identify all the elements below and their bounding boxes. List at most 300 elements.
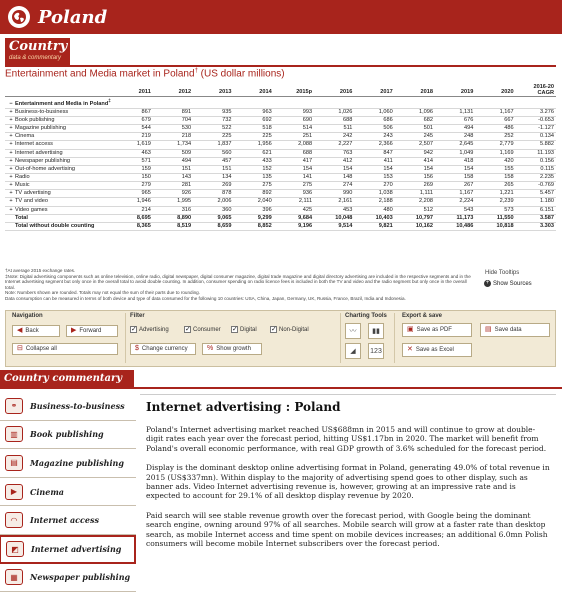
- table-row: [5, 133, 556, 141]
- market-title: [5, 68, 285, 79]
- value-cell: 252: [475, 133, 515, 141]
- checkbox-checked-icon: [184, 326, 191, 333]
- country-data-badge: [5, 38, 70, 65]
- value-cell: 688: [314, 117, 354, 125]
- value-cell: 151: [153, 165, 193, 173]
- filter-label: Non-Digital: [279, 326, 309, 333]
- value-cell: 993: [274, 108, 314, 116]
- col-header: 2019: [435, 84, 475, 97]
- value-cell: 10,162: [395, 222, 435, 230]
- article-paragraph: Display is the dominant desktop online advertising format in Poland, generating 49.0% of total revenue in 2015 (US$337mn). Within display to the majority of advertising spend goes to other display, such as banner ads. Video Internet advertising revenue is, however, growing at an impressive rate and is expected to account for 29.1% of all desktop display revenue by 2020.: [146, 463, 550, 501]
- commentary-article: [146, 400, 552, 558]
- value-cell: 11.193: [516, 149, 556, 157]
- value-cell: 1,060: [354, 108, 394, 116]
- note-data-consumption: Data consumption can be measured in terms of both device and type of data consumed for the following 10 countries: USA, China, Japan, Germany, UK, Russia, France, Brazil, India and Indonesia.: [5, 295, 406, 301]
- expand-toggle-icon[interactable]: +: [9, 182, 13, 189]
- value-cell: 225: [193, 133, 233, 141]
- value-cell: 935: [193, 108, 233, 116]
- value-cell: 891: [153, 108, 193, 116]
- sidebar-item[interactable]: [0, 421, 136, 450]
- value-cell: 690: [274, 117, 314, 125]
- value-cell: 225: [233, 133, 273, 141]
- value-cell: 686: [354, 117, 394, 125]
- value-cell: 512: [395, 206, 435, 214]
- value-cell: 316: [153, 206, 193, 214]
- value-cell: 3.303: [516, 222, 556, 230]
- value-cell: 143: [153, 173, 193, 181]
- value-cell: 1,096: [395, 108, 435, 116]
- value-cell: 1.180: [516, 198, 556, 206]
- value-cell: 2,779: [475, 141, 515, 149]
- value-cell: 544: [113, 125, 153, 133]
- row-label-cell: [5, 214, 113, 222]
- value-cell: 6.151: [516, 206, 556, 214]
- value-cell: 418: [435, 157, 475, 165]
- toolbar-divider: [125, 313, 126, 363]
- value-cell: 2,227: [314, 141, 354, 149]
- value-cell: 1,167: [435, 190, 475, 198]
- value-cell: 420: [475, 157, 515, 165]
- article-paragraph: Paid search will see stable revenue growth over the forecast period, with Google being the dominant search engine, owning around 97% of all searches. Mobile search will grow at a faster rate than desktop search, as mobile Internet access and time spent on mobile devices increases; an additional 6.0mn Polish consumers will become mobile Internet subscribers over the forecast period.: [146, 510, 548, 549]
- value-cell: 159: [113, 165, 153, 173]
- table-row: [5, 141, 556, 149]
- value-cell: 274: [314, 182, 354, 190]
- value-cell: 676: [435, 117, 475, 125]
- excel-icon: ✕: [407, 346, 413, 353]
- value-cell: 242: [314, 133, 354, 141]
- value-cell: 511: [314, 125, 354, 133]
- market-title-suffix: (US dollar millions): [197, 68, 285, 80]
- save-excel-button[interactable]: [402, 343, 472, 357]
- value-cell: 926: [153, 190, 193, 198]
- table-header-label: [5, 84, 113, 97]
- value-cell: 5.882: [516, 141, 556, 149]
- value-cell: 1,038: [354, 190, 394, 198]
- table-row: [5, 157, 556, 165]
- section-sup: ‡: [108, 98, 111, 103]
- value-cell: 9,065: [193, 214, 233, 222]
- commentary-sidebar: [0, 392, 136, 592]
- expand-toggle-icon[interactable]: +: [9, 125, 13, 132]
- value-cell: 573: [475, 206, 515, 214]
- value-cell: 667: [475, 117, 515, 125]
- table-row: [5, 206, 556, 214]
- sidebar-item-label: Newspaper publishing: [30, 572, 131, 583]
- table-row: [5, 125, 556, 133]
- globe-icon: [8, 6, 30, 28]
- value-cell: 1,946: [113, 198, 153, 206]
- value-cell: 219: [113, 133, 153, 141]
- value-cell: 942: [395, 149, 435, 157]
- value-cell: 1,837: [193, 141, 233, 149]
- row-label[interactable]: Out-of-home advertising: [15, 165, 76, 172]
- sidebar-item-label: Internet access: [30, 515, 99, 526]
- value-cell: -1.127: [516, 125, 556, 133]
- value-cell: 243: [354, 133, 394, 141]
- row-label: Total: [15, 214, 28, 221]
- value-cell: 269: [395, 182, 435, 190]
- show-growth-label: Show growth: [216, 346, 251, 352]
- table-row: [5, 173, 556, 181]
- value-cell: 360: [193, 206, 233, 214]
- value-cell: 8,519: [153, 222, 193, 230]
- row-label-cell: [5, 198, 113, 206]
- expand-toggle-icon[interactable]: +: [9, 149, 13, 156]
- value-cell: 248: [435, 133, 475, 141]
- wifi-icon: ◠: [5, 512, 23, 528]
- value-cell: 10,486: [435, 222, 475, 230]
- value-cell: 1,619: [113, 141, 153, 149]
- value-cell: -0.653: [516, 117, 556, 125]
- expand-toggle-icon[interactable]: +: [9, 206, 13, 213]
- value-cell: 135: [233, 173, 273, 181]
- checkbox-checked-icon: [231, 326, 238, 333]
- value-cell: 2,188: [354, 198, 394, 206]
- filter-label: Consumer: [193, 326, 221, 333]
- value-cell: 8,659: [193, 222, 233, 230]
- table-row: [5, 198, 556, 206]
- value-cell: 8,695: [113, 214, 153, 222]
- value-cell: 155: [475, 165, 515, 173]
- value-cell: 425: [274, 206, 314, 214]
- toolbar-divider: [394, 313, 395, 363]
- value-cell: 154: [314, 165, 354, 173]
- row-label[interactable]: Book publishing: [15, 117, 55, 124]
- save-icon: ▤: [485, 326, 492, 333]
- value-cell: 275: [274, 182, 314, 190]
- expand-toggle-icon[interactable]: +: [9, 117, 13, 124]
- value-cell: 2,088: [274, 141, 314, 149]
- market-title-sup: †: [194, 68, 198, 74]
- hide-tooltips-link[interactable]: Hide Tooltips: [485, 270, 520, 276]
- col-header: 2016: [314, 84, 354, 97]
- filter-advertising[interactable]: [130, 326, 169, 333]
- value-cell: 154: [274, 165, 314, 173]
- value-cell: 11,173: [435, 214, 475, 222]
- value-cell: 543: [435, 206, 475, 214]
- row-label-cell: [5, 141, 113, 149]
- value-cell: 10,048: [314, 214, 354, 222]
- show-sources-link[interactable]: [484, 280, 532, 287]
- expand-toggle-icon[interactable]: +: [9, 165, 13, 172]
- dollar-icon: $: [135, 345, 139, 352]
- save-data-button[interactable]: [480, 323, 550, 337]
- value-cell: 267: [435, 182, 475, 190]
- value-cell: 1,995: [153, 198, 193, 206]
- row-label-cell: [5, 157, 113, 165]
- value-cell: 141: [274, 173, 314, 181]
- market-table-wrapper: [5, 84, 556, 231]
- row-label[interactable]: Internet advertising: [15, 149, 63, 156]
- value-cell: 265: [475, 182, 515, 190]
- value-cell: 990: [314, 190, 354, 198]
- value-cell: 692: [233, 117, 273, 125]
- value-cell: 2,111: [274, 198, 314, 206]
- section-cell: [5, 97, 556, 109]
- sidebar-item[interactable]: [0, 449, 136, 478]
- article-paragraph: Poland's Internet advertising market reached US$688mn in 2015 and will continue to grow at double-digit rates each year over the forecast period, hitting US$1.17bn in 2020. The market will benefit from Poland's overall economic performance, with real GDP growth of 3.6% scheduled for the forecast period.: [146, 425, 547, 453]
- country-badge-subtitle: data & commentary: [9, 55, 62, 61]
- col-header: 2011: [113, 84, 153, 97]
- row-label-cell: [5, 182, 113, 190]
- filter-consumer[interactable]: [184, 326, 221, 333]
- value-cell: 9,196: [274, 222, 314, 230]
- value-cell: 847: [354, 149, 394, 157]
- line-chart-icon[interactable]: 〰: [345, 323, 361, 339]
- value-cell: 1,221: [475, 190, 515, 198]
- value-cell: 11,550: [475, 214, 515, 222]
- country-badge-title: Country: [9, 39, 68, 54]
- show-sources-label: Show Sources: [493, 280, 532, 287]
- sidebar-item-label: Cinema: [30, 486, 64, 497]
- value-cell: 245: [395, 133, 435, 141]
- save-data-label: Save data: [494, 327, 522, 333]
- value-cell: 963: [233, 108, 273, 116]
- value-cell: 878: [193, 190, 233, 198]
- row-label[interactable]: Magazine publishing: [15, 125, 66, 132]
- value-cell: 2,161: [314, 198, 354, 206]
- row-label[interactable]: Cinema: [15, 133, 35, 140]
- collapse-toggle-icon[interactable]: −: [9, 100, 13, 107]
- table-chart-icon[interactable]: 123: [368, 343, 384, 359]
- expand-toggle-icon[interactable]: +: [9, 198, 13, 205]
- value-cell: 2,006: [193, 198, 233, 206]
- value-cell: 621: [233, 149, 273, 157]
- forward-button[interactable]: [66, 325, 118, 337]
- value-cell: 8,365: [113, 222, 153, 230]
- area-chart-icon[interactable]: ◢: [345, 343, 361, 359]
- value-cell: 433: [233, 157, 273, 165]
- value-cell: 150: [113, 173, 153, 181]
- value-cell: 2,208: [395, 198, 435, 206]
- collapse-all-button[interactable]: [12, 343, 118, 355]
- expand-toggle-icon[interactable]: +: [9, 108, 13, 115]
- row-label[interactable]: Internet access: [15, 141, 53, 148]
- row-label[interactable]: Newspaper publishing: [15, 157, 71, 164]
- checkbox-checked-icon: [130, 326, 137, 333]
- save-pdf-label: Save as PDF: [416, 327, 452, 333]
- article-title: Internet advertising : Poland: [146, 400, 341, 414]
- table-row: [5, 108, 556, 116]
- market-title-text: Entertainment and Media market in Poland: [5, 68, 195, 80]
- value-cell: 494: [435, 125, 475, 133]
- value-cell: 5.457: [516, 190, 556, 198]
- save-excel-label: Save as Excel: [415, 347, 454, 353]
- total-row: [5, 222, 556, 230]
- header-divider: [5, 65, 556, 67]
- value-cell: 2,040: [233, 198, 273, 206]
- handshake-icon: ⚭: [5, 398, 23, 414]
- book-icon: ▥: [5, 426, 23, 442]
- table-row: [5, 117, 556, 125]
- value-cell: 0.115: [516, 165, 556, 173]
- value-cell: 1,049: [435, 149, 475, 157]
- magazine-icon: ▤: [5, 455, 23, 471]
- value-cell: 571: [113, 157, 153, 165]
- expand-toggle-icon[interactable]: +: [9, 141, 13, 148]
- sidebar-item[interactable]: [0, 392, 136, 421]
- value-cell: 1,026: [314, 108, 354, 116]
- sidebar-item[interactable]: [0, 564, 136, 593]
- expand-toggle-icon[interactable]: +: [9, 190, 13, 197]
- value-cell: 2,239: [475, 198, 515, 206]
- value-cell: 1,167: [475, 108, 515, 116]
- collapse-all-label: Collapse all: [25, 346, 57, 352]
- row-label-cell: [5, 190, 113, 198]
- value-cell: 480: [354, 206, 394, 214]
- value-cell: 153: [354, 173, 394, 181]
- show-growth-button[interactable]: [202, 343, 262, 355]
- row-label[interactable]: TV and video: [15, 198, 48, 205]
- value-cell: 158: [435, 173, 475, 181]
- table-header-row: [5, 84, 556, 97]
- note-digital: ‡Note: Digital advertising components such as online television, online radio, digital newspaper, digital consumer magazine, digital trade magazine and digital directory advertising are included in the respective segments and in the Internet advertising segment but only once in the overall total to avoid double counting. In addition, consumer spending on radio licence fees is included in both the TV and video and the radio segment but only once in the overall total.: [5, 273, 471, 290]
- note-exchange: †At average 2015 exchange rates.: [5, 268, 76, 273]
- value-cell: 704: [153, 117, 193, 125]
- value-cell: 530: [153, 125, 193, 133]
- row-label[interactable]: Video games: [15, 206, 48, 213]
- row-label-cell: [5, 125, 113, 133]
- value-cell: 9,514: [314, 222, 354, 230]
- row-label-cell: [5, 108, 113, 116]
- sidebar-item-label: Business-to-business: [30, 400, 125, 411]
- arrow-left-icon: ◀: [17, 327, 23, 334]
- value-cell: 152: [233, 165, 273, 173]
- value-cell: 0.134: [516, 133, 556, 141]
- value-cell: 8,852: [233, 222, 273, 230]
- col-header: 2015p: [274, 84, 314, 97]
- value-cell: 414: [395, 157, 435, 165]
- pdf-icon: ▣: [407, 326, 414, 333]
- row-label-cell: [5, 222, 113, 230]
- col-header: 2017: [354, 84, 394, 97]
- row-label-cell: [5, 165, 113, 173]
- row-label[interactable]: Music: [15, 182, 30, 189]
- table-row: [5, 182, 556, 190]
- value-cell: 965: [113, 190, 153, 198]
- value-cell: 9,821: [354, 222, 394, 230]
- value-cell: 148: [314, 173, 354, 181]
- value-cell: 269: [193, 182, 233, 190]
- value-cell: 154: [435, 165, 475, 173]
- value-cell: 281: [153, 182, 193, 190]
- value-cell: 3.587: [516, 214, 556, 222]
- value-cell: 2.235: [516, 173, 556, 181]
- sidebar-item-label: Internet advertising: [31, 544, 122, 555]
- col-header: 2014: [233, 84, 273, 97]
- value-cell: 506: [354, 125, 394, 133]
- row-label[interactable]: Business-to-business: [15, 108, 69, 115]
- value-cell: 0.156: [516, 157, 556, 165]
- row-label[interactable]: TV advertising: [15, 190, 51, 197]
- value-cell: 679: [113, 117, 153, 125]
- total-row: [5, 214, 556, 222]
- value-cell: 463: [113, 149, 153, 157]
- row-label[interactable]: Radio: [15, 174, 30, 181]
- back-button[interactable]: [12, 325, 60, 337]
- value-cell: 501: [395, 125, 435, 133]
- value-cell: 867: [113, 108, 153, 116]
- value-cell: 2,224: [435, 198, 475, 206]
- value-cell: 518: [233, 125, 273, 133]
- commentary-header: Country commentary: [0, 370, 134, 387]
- value-cell: 411: [354, 157, 394, 165]
- value-cell: 522: [193, 125, 233, 133]
- market-table: [5, 84, 556, 231]
- sidebar-item-label: Book publishing: [30, 429, 104, 440]
- value-cell: -0.769: [516, 182, 556, 190]
- note-rounding: Note: Numbers shown are rounded. Totals may not equal the sum of their parts due to rounding.: [5, 290, 201, 296]
- value-cell: 156: [395, 173, 435, 181]
- value-cell: 214: [113, 206, 153, 214]
- value-cell: 10,818: [475, 222, 515, 230]
- sidebar-item[interactable]: [0, 535, 136, 564]
- save-pdf-button[interactable]: [402, 323, 472, 337]
- commentary-divider: [0, 387, 562, 389]
- value-cell: 134: [193, 173, 233, 181]
- value-cell: 158: [475, 173, 515, 181]
- filter-heading: Filter: [130, 313, 145, 319]
- value-cell: 8,890: [153, 214, 193, 222]
- value-cell: 494: [153, 157, 193, 165]
- sidebar-item-label: Magazine publishing: [30, 457, 124, 468]
- expand-toggle-icon[interactable]: +: [9, 174, 13, 181]
- value-cell: 275: [233, 182, 273, 190]
- value-cell: 2,507: [395, 141, 435, 149]
- filter-non-digital[interactable]: [270, 326, 309, 333]
- expand-toggle-icon[interactable]: +: [9, 157, 13, 164]
- value-cell: 453: [314, 206, 354, 214]
- bar-chart-icon[interactable]: ▮▮: [368, 323, 384, 339]
- value-cell: 732: [193, 117, 233, 125]
- value-cell: 688: [274, 149, 314, 157]
- value-cell: 1,734: [153, 141, 193, 149]
- value-cell: 412: [314, 157, 354, 165]
- value-cell: 151: [193, 165, 233, 173]
- row-label-cell: [5, 149, 113, 157]
- col-header: 2012: [153, 84, 193, 97]
- value-cell: 514: [274, 125, 314, 133]
- toolbar: [5, 310, 556, 367]
- value-cell: 892: [233, 190, 273, 198]
- table-row: [5, 190, 556, 198]
- value-cell: 763: [314, 149, 354, 157]
- value-cell: 251: [274, 133, 314, 141]
- row-label-cell: [5, 206, 113, 214]
- change-currency-button[interactable]: [130, 343, 196, 355]
- expand-toggle-icon[interactable]: +: [9, 133, 13, 140]
- sidebar-item[interactable]: [0, 506, 136, 535]
- top-banner: [0, 0, 562, 34]
- value-cell: 396: [233, 206, 273, 214]
- forward-label: Forward: [79, 328, 102, 334]
- value-cell: 2,645: [435, 141, 475, 149]
- charting-tools-heading: Charting Tools: [345, 313, 387, 319]
- row-label-cell: [5, 133, 113, 141]
- col-header: 2013: [193, 84, 233, 97]
- value-cell: 9,684: [274, 214, 314, 222]
- filter-digital[interactable]: [231, 326, 257, 333]
- value-cell: 3.276: [516, 108, 556, 116]
- value-cell: 9,299: [233, 214, 273, 222]
- value-cell: 936: [274, 190, 314, 198]
- sidebar-item[interactable]: [0, 478, 136, 507]
- navigation-heading: Navigation: [12, 313, 43, 319]
- section-row[interactable]: [5, 97, 556, 109]
- arrow-right-icon: ▶: [71, 327, 77, 334]
- value-cell: 1,169: [475, 149, 515, 157]
- section-label: Entertainment and Media in Poland: [15, 100, 109, 107]
